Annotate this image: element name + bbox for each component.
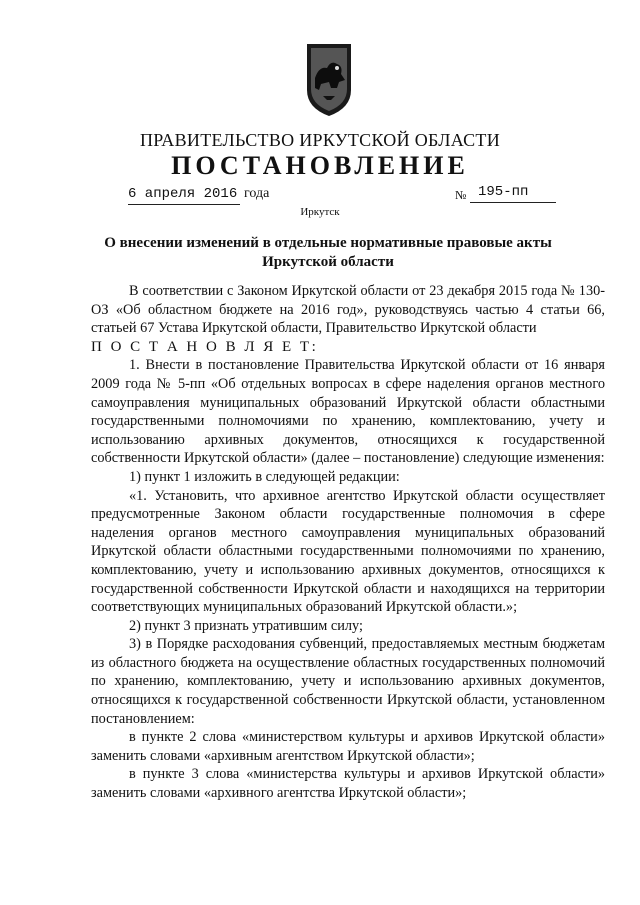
number-sign: №: [455, 188, 467, 202]
document-body: [91, 282, 605, 803]
government-name: ПРАВИТЕЛЬСТВО ИРКУТСКОЙ ОБЛАСТИ: [139, 130, 501, 150]
paragraph-2: 1) пункт 1 изложить в следующей редакции:: [129, 468, 400, 485]
paragraph-6: в пункте 2 слова «министерством культуры и архивов Иркутской области» заменить словами «архивным агентством Иркутской области»;: [91, 729, 605, 764]
document-type: ПОСТАНОВЛЕНИЕ: [171, 151, 469, 180]
document-title: О внесении изменений в отдельные нормативные правовые акты Иркутской области: [104, 235, 552, 270]
number-underline: [470, 202, 556, 203]
decree-word: П О С Т А Н О В Л Я Е Т:: [91, 338, 319, 355]
paragraph-7: в пункте 3 слова «министерства культуры и архивов Иркутской области» заменить словами «архивного агентства Иркутской области»;: [91, 766, 605, 802]
paragraph-5: 3) в Порядке расходования субвенций, предоставляемых местным бюджетам из областного бюджета на осуществление областных государственных полномочий по хранению, комплектованию, учету и использованию архивных документов, относящихся к государственной собственности Иркутской области, установленном постановлением:: [91, 636, 605, 727]
paragraph-1: 1. Внести в постановление Правительства Иркутской области от 16 января 2009 года № 5-пп «Об отдельных вопросах в сфере наделения органов местного самоуправления муниципальных образований Иркутской области областными государственными полномочиями по хранению, комплектованию, учету и использованию архивных документов, относящихся к государственной собственности Иркутской области» (далее – постановление) следующие изменения:: [91, 357, 605, 467]
paragraph-3: «1. Установить, что архивное агентство Иркутской области осуществляет предусмотренные Законом области государственные полномочия в сфере наделения органов местного самоуправления муниципальных образований Иркутской области областными государственными полномочиями по хранению, комплектованию, учету и использованию архивных документов, относящихся к государственной собственности Иркутской области и находящихся на территории соответствующих муниципальных образований Иркутской области.»;: [91, 487, 605, 616]
paragraph-4: 2) пункт 3 признать утратившим силу;: [129, 617, 363, 634]
document-number: 195-пп: [478, 184, 529, 200]
coat-of-arms-icon: [301, 38, 357, 120]
city-name: Иркутск: [300, 206, 340, 218]
date-suffix: года: [244, 186, 270, 201]
date-underline: [128, 204, 240, 205]
intro-paragraph: В соответствии с Законом Иркутской области от 23 декабря 2015 года № 130-ОЗ «Об областном бюджете на 2016 год», руководствуясь частью 4 статьи 66, статьей 67 Устава Иркутской области, Правительство Иркутской области: [91, 283, 605, 337]
document-date: 6 апреля 2016: [128, 186, 238, 202]
